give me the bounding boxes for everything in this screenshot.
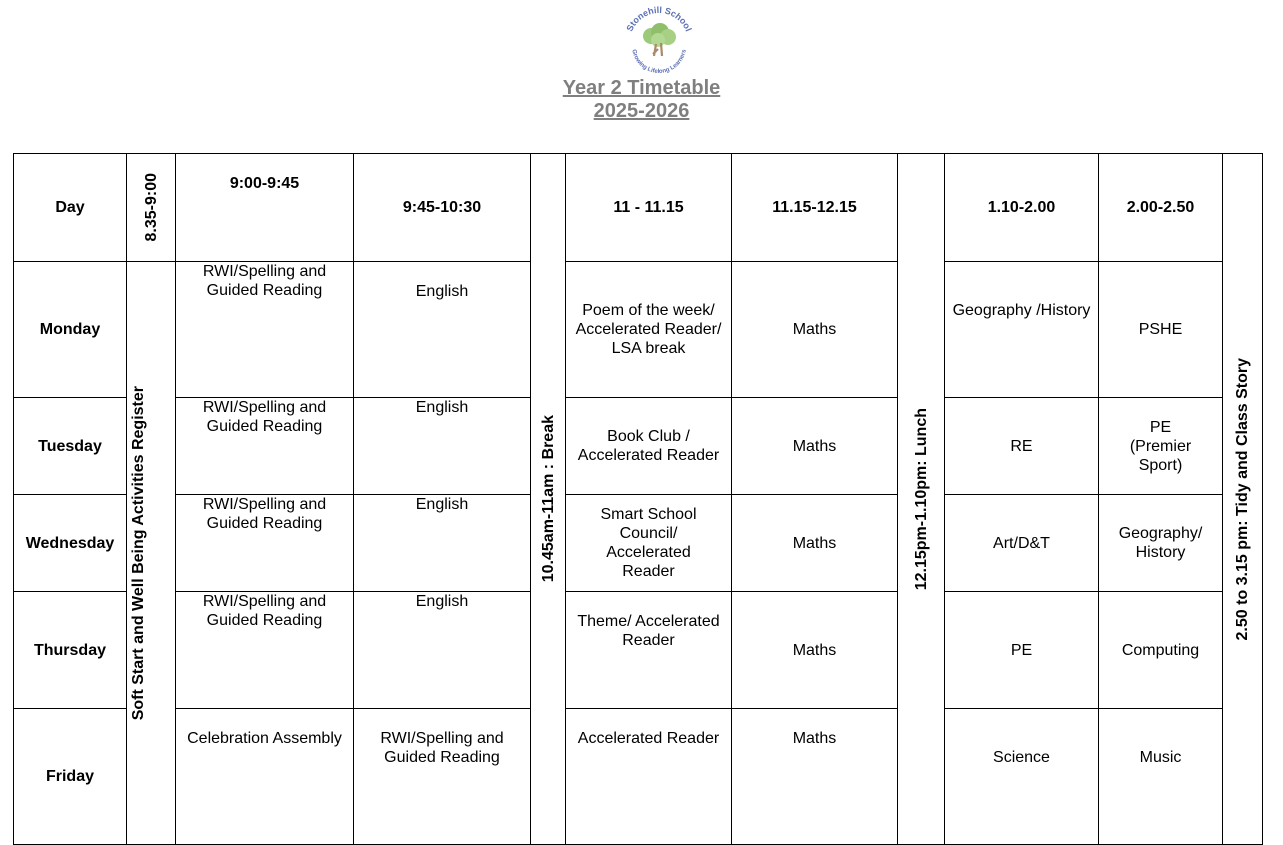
lesson-cell: Smart School Council/ Accelerated Reader xyxy=(566,495,732,592)
lesson-cell: RWI/Spelling and Guided Reading xyxy=(354,709,531,845)
day-cell: Tuesday xyxy=(14,398,127,495)
lesson-cell: RWI/Spelling and Guided Reading xyxy=(176,495,354,592)
lesson-cell: RE xyxy=(945,398,1099,495)
lesson-cell: RWI/Spelling and Guided Reading xyxy=(176,592,354,709)
lesson-cell: Theme/ Accelerated Reader xyxy=(566,592,732,709)
lunch-label: 12.15pm-1.10pm: Lunch xyxy=(912,407,930,591)
lesson-cell: Book Club / Accelerated Reader xyxy=(566,398,732,495)
header-period-6: 2.00-2.50 xyxy=(1099,154,1223,262)
lesson-cell: Geography /History xyxy=(945,262,1099,398)
break-column xyxy=(531,154,566,845)
lesson-cell: Geography/ History xyxy=(1099,495,1223,592)
break-label: 10.45am-11am : Break xyxy=(539,415,557,583)
tidy-column xyxy=(1223,154,1263,845)
lesson-cell: Music xyxy=(1099,709,1223,845)
lesson-cell: English xyxy=(354,262,531,398)
soft-start-time-label: 8.35-9:00 xyxy=(142,173,160,242)
day-cell: Friday xyxy=(14,709,127,845)
header-soft-start-time xyxy=(127,154,176,262)
lesson-cell: RWI/Spelling and Guided Reading xyxy=(176,262,354,398)
header-period-2: 9:45-10:30 xyxy=(354,154,531,262)
table-row xyxy=(14,709,1263,845)
lesson-cell: Maths xyxy=(732,592,898,709)
logo-tagline: Growing Lifelong Learners xyxy=(630,48,688,74)
lesson-cell: Computing xyxy=(1099,592,1223,709)
lesson-cell: Maths xyxy=(732,398,898,495)
lesson-cell: PE xyxy=(945,592,1099,709)
day-cell: Monday xyxy=(14,262,127,398)
tidy-label: 2.50 to 3.15 pm: Tidy and Class Story xyxy=(1234,357,1251,641)
day-cell: Wednesday xyxy=(14,495,127,592)
lesson-cell: English xyxy=(354,495,531,592)
table-row xyxy=(14,495,1263,592)
lesson-cell: Celebration Assembly xyxy=(176,709,354,845)
table-row xyxy=(14,262,1263,398)
header-period-3: 11 - 11.15 xyxy=(566,154,732,262)
page-title: Year 2 Timetable xyxy=(562,77,721,99)
lesson-cell: Maths xyxy=(732,709,898,845)
logo-text: Stonehill School xyxy=(624,4,694,33)
lesson-cell: PE (Premier Sport) xyxy=(1099,398,1223,495)
day-cell: Thursday xyxy=(14,592,127,709)
lesson-cell: Maths xyxy=(732,262,898,398)
lesson-cell: RWI/Spelling and Guided Reading xyxy=(176,398,354,495)
lesson-cell: English xyxy=(354,592,531,709)
header-period-4: 11.15-12.15 xyxy=(732,154,898,262)
timetable xyxy=(13,153,1263,845)
lunch-column xyxy=(898,154,945,845)
header-period-5: 1.10-2.00 xyxy=(945,154,1099,262)
soft-start-label: Soft Start and Well Being Activities Register xyxy=(130,385,147,721)
soft-start-column xyxy=(127,262,176,845)
school-year: 2025-2026 xyxy=(593,100,690,122)
lesson-cell: Accelerated Reader xyxy=(566,709,732,845)
lesson-cell: Poem of the week/ Accelerated Reader/ LSA break xyxy=(566,262,732,398)
header-period-1: 9:00-9:45 xyxy=(176,154,354,262)
header-row xyxy=(14,154,1263,262)
school-logo xyxy=(618,2,700,74)
lesson-cell: PSHE xyxy=(1099,262,1223,398)
lesson-cell: Science xyxy=(945,709,1099,845)
header-day: Day xyxy=(14,154,127,262)
lesson-cell: Maths xyxy=(732,495,898,592)
table-row xyxy=(14,398,1263,495)
lesson-cell: Art/D&T xyxy=(945,495,1099,592)
lesson-cell: English xyxy=(354,398,531,495)
table-row xyxy=(14,592,1263,709)
